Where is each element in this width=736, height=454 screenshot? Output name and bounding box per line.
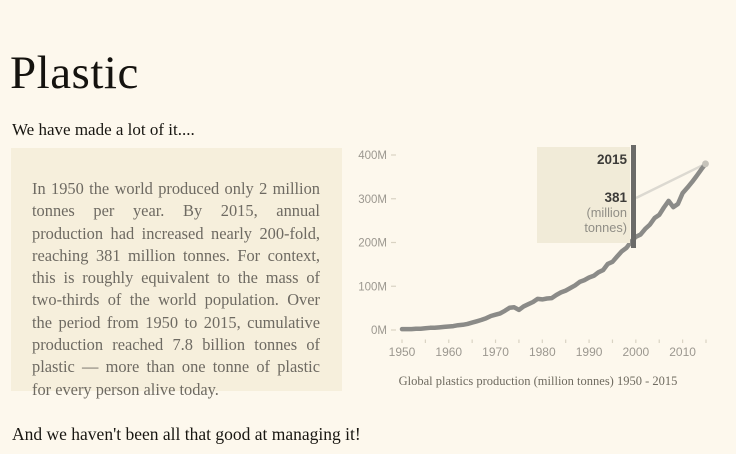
- x-axis-label: 2000: [622, 345, 650, 359]
- x-axis-label: 1960: [435, 345, 463, 359]
- outro-text: And we haven't been all that good at managing it!: [12, 424, 361, 444]
- tooltip-unit-line1: (million: [586, 205, 627, 220]
- y-axis-label: 0M: [371, 325, 387, 337]
- chart-cursor-bar: [631, 145, 636, 248]
- chart-caption: Global plastics production (million tonnes) 1950 - 2015: [398, 374, 678, 388]
- article-paragraph: In 1950 the world produced only 2 million tonnes per year. By 2015, annual production had increased nearly 200-fold, reaching 381 million tonnes. For context, this is roughly equivalent to the mass of two-thirds of the world population. Over the period from 1950 to 2015, cumulative production reached 7.8 billion tonnes of plastic — more than one tonne of plastic for every person alive today.: [32, 179, 320, 399]
- y-axis-label: 200M: [358, 237, 387, 250]
- tooltip-unit-line2: tonnes): [584, 220, 627, 235]
- x-axis-label: 1950: [388, 345, 416, 359]
- x-axis-label: 2010: [669, 345, 696, 359]
- page-title: Plastic: [10, 47, 139, 100]
- tooltip-value: 381: [604, 190, 627, 205]
- y-axis-label: 100M: [358, 281, 387, 294]
- y-axis-label: 400M: [358, 150, 387, 162]
- x-axis-label: 1980: [528, 345, 556, 359]
- tooltip-year: 2015: [596, 152, 627, 167]
- intro-text: We have made a lot of it....: [12, 120, 195, 139]
- production-chart[interactable]: [340, 140, 736, 440]
- x-axis-label: 1990: [575, 345, 603, 359]
- x-axis-label: 1970: [482, 345, 509, 359]
- y-axis-label: 300M: [358, 193, 387, 206]
- article-card: [11, 148, 342, 399]
- endpoint-dot: [702, 160, 709, 167]
